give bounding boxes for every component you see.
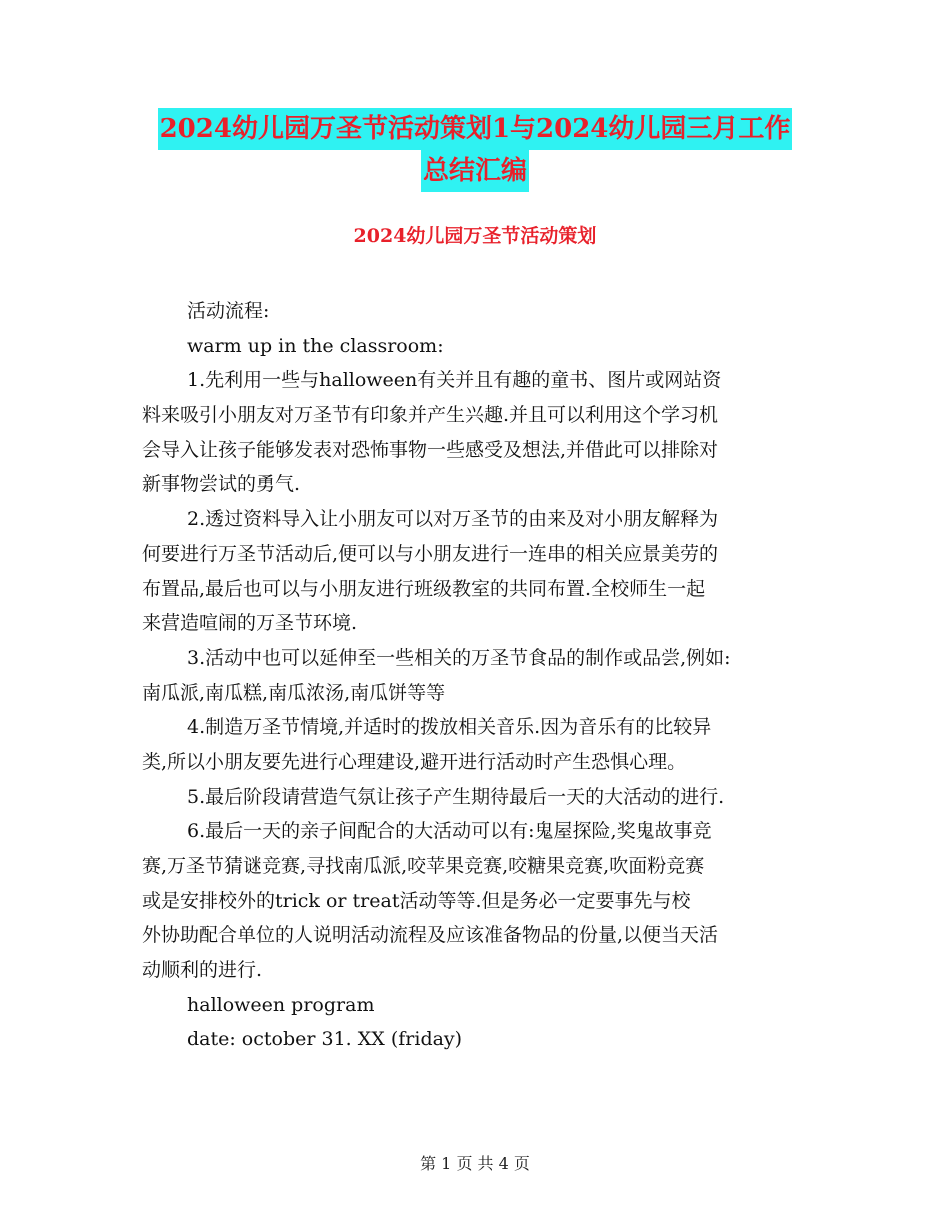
paragraph-line: 活动流程: (187, 300, 270, 322)
title-line-1: 2024幼儿园万圣节活动策划1与2024幼儿园三月工作 (158, 108, 793, 150)
paragraph-line: 2.透过资料导入让小朋友可以对万圣节的由来及对小朋友解释为 (187, 508, 719, 531)
paragraph-line: 1.先利用一些与halloween有关并且有趣的童书、图片或网站资 (187, 369, 722, 392)
paragraph-line: 赛,万圣节猜谜竞赛,寻找南瓜派,咬苹果竞赛,咬糖果竞赛,吹面粉竞赛 (142, 855, 705, 877)
page-footer: 第 1 页 共 4 页 (420, 1154, 530, 1173)
paragraph-line: 南瓜派,南瓜糕,南瓜浓汤,南瓜饼等等 (142, 681, 446, 704)
paragraph-line: 新事物尝试的勇气. (142, 473, 301, 496)
document-title (0, 108, 950, 192)
paragraph-line: 动顺利的进行. (142, 959, 263, 982)
paragraph-line: halloween program (187, 993, 375, 1016)
section-heading: 2024幼儿园万圣节活动策划 (353, 225, 597, 247)
body-text (142, 294, 812, 1057)
paragraph-line: 5.最后阶段请营造气氛让孩子产生期待最后一天的大活动的进行. (187, 785, 725, 808)
paragraph-line: 料来吸引小朋友对万圣节有印象并产生兴趣.并且可以利用这个学习机 (142, 404, 719, 427)
paragraph-line: 来营造喧闹的万圣节环境. (142, 612, 358, 635)
paragraph-line: 会导入让孩子能够发表对恐怖事物一些感受及想法,并借此可以排除对 (142, 438, 719, 461)
paragraph-line: warm up in the classroom: (187, 334, 444, 357)
paragraph-line: 6.最后一天的亲子间配合的大活动可以有:鬼屋探险,奖鬼故事竞 (187, 820, 712, 843)
paragraph-line: 外协助配合单位的人说明活动流程及应该准备物品的份量,以便当天活 (142, 924, 719, 947)
paragraph-line: 类,所以小朋友要先进行心理建设,避开进行活动时产生恐惧心理。 (142, 750, 687, 773)
paragraph-line: 布置品,最后也可以与小朋友进行班级教室的共同布置.全校师生一起 (142, 577, 706, 600)
title-line-2: 总结汇编 (421, 150, 529, 192)
paragraph-line: 4.制造万圣节情境,并适时的拨放相关音乐.因为音乐有的比较异 (187, 716, 712, 739)
paragraph-line: 3.活动中也可以延伸至一些相关的万圣节食品的制作或品尝,例如: (187, 646, 731, 669)
paragraph-line: 或是安排校外的trick or treat活动等等.但是务必一定要事先与校 (142, 889, 691, 912)
paragraph-line: 何要进行万圣节活动后,便可以与小朋友进行一连串的相关应景美劳的 (142, 542, 719, 565)
paragraph-line: date: october 31. XX (friday) (187, 1028, 463, 1051)
